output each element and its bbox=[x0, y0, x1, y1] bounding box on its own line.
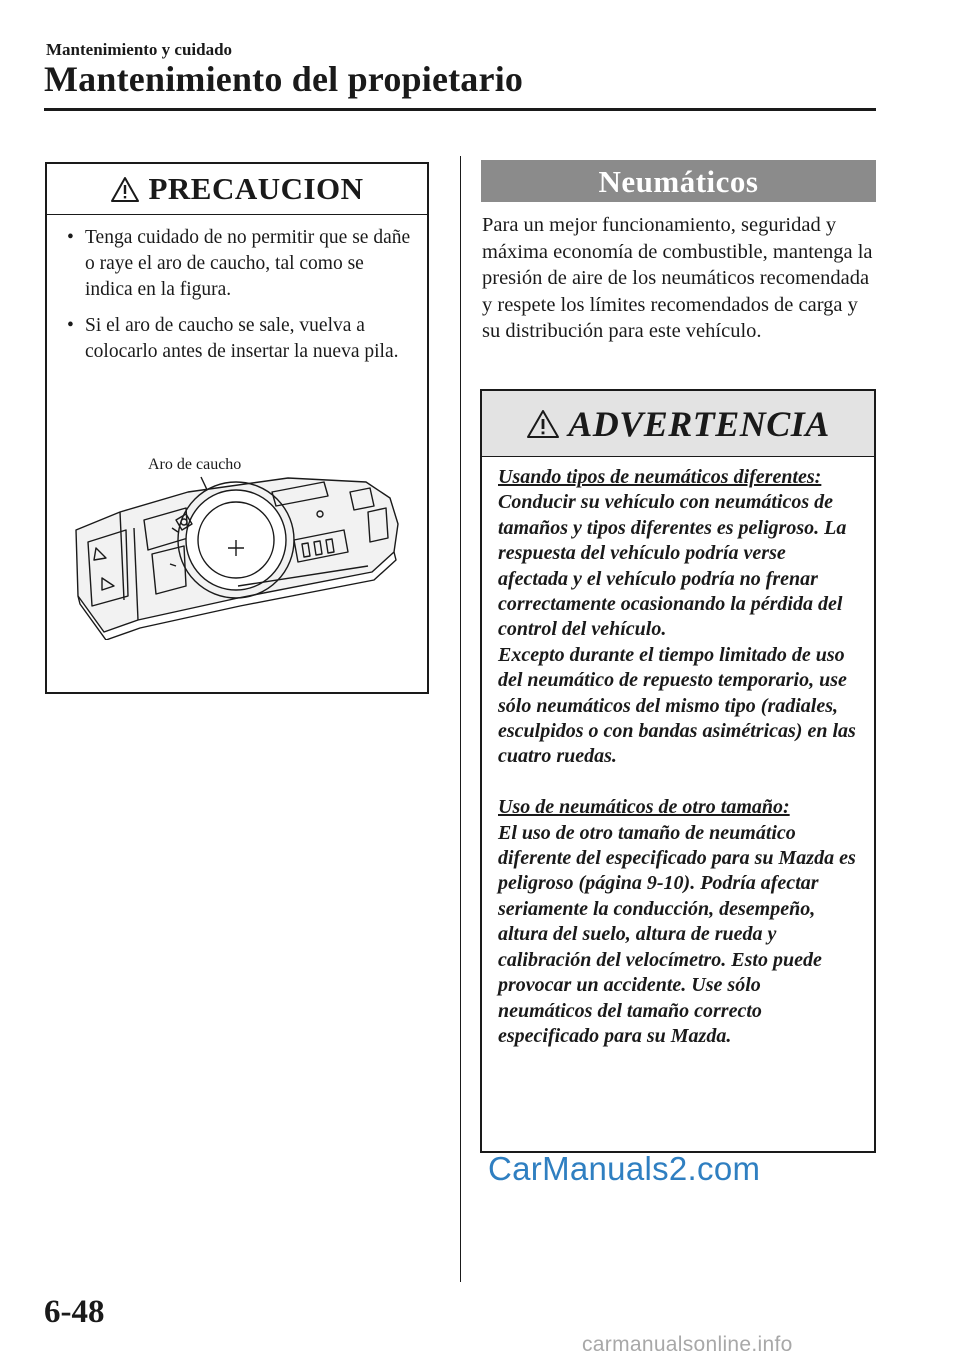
column-divider bbox=[460, 156, 461, 1282]
title-rule bbox=[44, 108, 876, 111]
page-number: 6-48 bbox=[44, 1294, 105, 1330]
page-title: Mantenimiento del propietario bbox=[44, 59, 524, 99]
section-label: Mantenimiento y cuidado bbox=[46, 40, 233, 59]
warning-paragraph: Excepto durante el tiempo limitado de uso del neumático de repuesto temporario, use sólo neumáticos del mismo tipo (radiales, esculpidos o con bandas asimétricas) en las cuatro ruedas. bbox=[498, 643, 856, 768]
footer-watermark: carmanualsonline.info bbox=[582, 1333, 793, 1356]
warning-body bbox=[482, 457, 874, 1049]
tires-heading: Neumáticos bbox=[481, 160, 876, 202]
caution-header bbox=[47, 164, 427, 215]
caution-item bbox=[67, 313, 413, 365]
caution-item bbox=[67, 225, 413, 303]
warning-triangle-icon bbox=[526, 409, 560, 439]
warning-title: ADVERTENCIA bbox=[568, 403, 830, 444]
figure-label: Aro de caucho bbox=[148, 456, 242, 473]
caution-title: PRECAUCION bbox=[148, 171, 364, 206]
bullet: • bbox=[67, 315, 74, 336]
warning-paragraph: Conducir su vehículo con neumáticos de tamaños y tipos diferentes es peligroso. La respuesta del vehículo podría verse afectada y el vehículo podría no frenar correctamente ocasionando la pérdida del control del vehículo. bbox=[498, 491, 847, 641]
caution-list bbox=[47, 215, 427, 365]
paragraph-spacer bbox=[498, 770, 860, 795]
tires-intro-paragraph: Para un mejor funcionamiento, seguridad y máxima economía de combustible, mantenga la presión de aire de los neumáticos recomendada y respete los límites recomendados de carga y su distribución para este vehículo. bbox=[482, 214, 873, 342]
warning-paragraph: El uso de otro tamaño de neumático diferente del especificado para su Mazda es peligroso (página 9-10). Podría afectar seriamente la conducción, desempeño, altura del suelo, altura de rueda y calibración del velocímetro. Esto puede provocar un accidente. Use sólo neumáticos del tamaño correcto especificado para su Mazda. bbox=[498, 821, 856, 1047]
key-battery-illustration bbox=[68, 468, 408, 640]
warning-triangle-icon bbox=[110, 176, 140, 203]
site-watermark: CarManuals2.com bbox=[488, 1150, 761, 1187]
caution-item-text: Tenga cuidado de no permitir que se dañe o raye el aro de caucho, tal como se indica en la figura. bbox=[85, 227, 411, 300]
warning-header bbox=[482, 391, 874, 457]
caution-item-text: Si el aro de caucho se sale, vuelva a colocarlo antes de insertar la nueva pila. bbox=[85, 315, 399, 362]
warning-box bbox=[480, 389, 876, 1153]
bullet: • bbox=[67, 227, 74, 248]
warning-subheading: Uso de neumáticos de otro tamaño: bbox=[498, 796, 790, 819]
warning-subheading: Usando tipos de neumáticos diferentes: bbox=[498, 466, 822, 488]
